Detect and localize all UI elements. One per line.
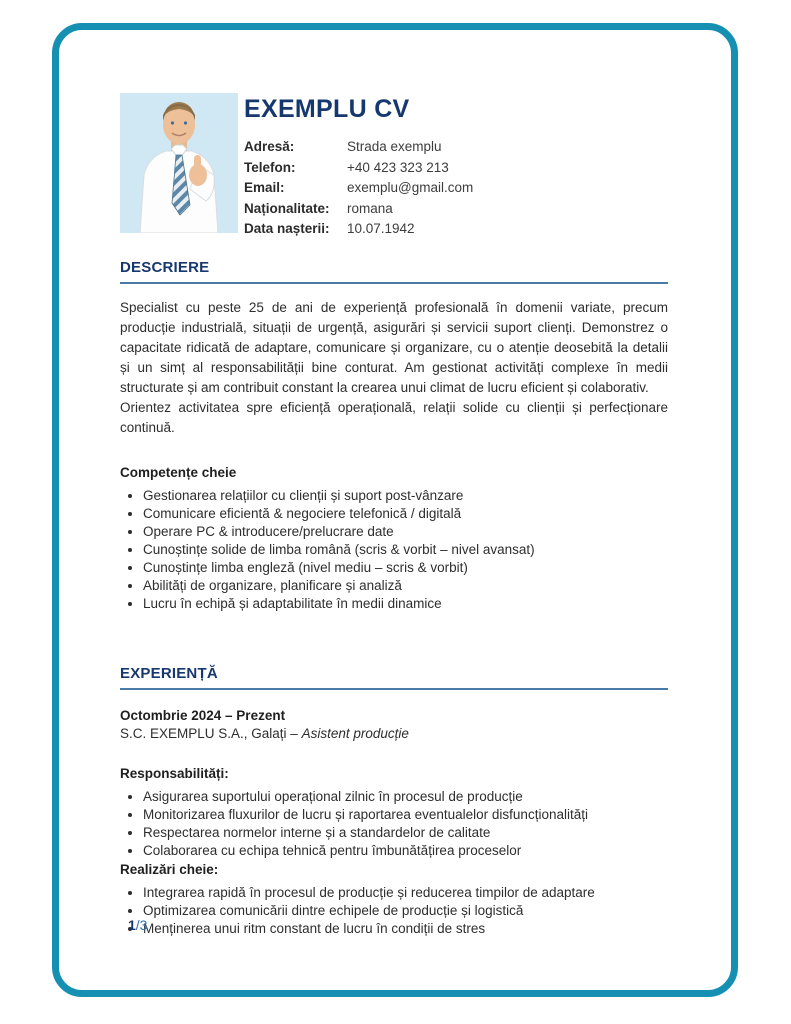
achievement-item: • Menținerea unui ritm constant de lucru în condiții de stres <box>143 920 668 938</box>
contact-details <box>244 137 473 240</box>
achievements-heading: Realizări cheie: <box>120 861 219 877</box>
page-number-current: 1 <box>128 917 136 933</box>
achievement-item: • Optimizarea comunicării dintre echipele de producție și logistică <box>143 902 668 920</box>
responsibility-item: • Colaborarea cu echipa tehnică pentru îmbunătățirea proceselor <box>143 842 668 860</box>
contact-value-phone: +40 423 323 213 <box>347 159 449 175</box>
skill-item: • Lucru în echipă și adaptabilitate în medii dinamice <box>143 595 668 613</box>
skill-item: • Abilități de organizare, planificare și analiză <box>143 577 668 595</box>
contact-label-nationality: Naționalitate: <box>244 200 330 216</box>
contact-label-email: Email: <box>244 180 285 195</box>
job-company: S.C. EXEMPLU S.A., Galați – <box>120 725 302 741</box>
cv-content <box>59 30 731 938</box>
skill-item: • Comunicare eficientă & negociere telefonică / digitală <box>143 505 668 523</box>
header-right <box>244 93 473 240</box>
description-paragraphs <box>120 298 668 438</box>
description-heading: DESCRIERE <box>120 259 668 284</box>
responsibility-item: • Respectarea normelor interne și a standardelor de calitate <box>143 824 668 842</box>
contact-value-birthdate: 10.07.1942 <box>347 221 415 236</box>
skill-item: • Operare PC & introducere/prelucrare date <box>143 523 668 541</box>
section-description <box>120 259 668 613</box>
job-role: Asistent producție <box>301 725 409 741</box>
job-period: Octombrie 2024 – Prezent <box>120 707 286 723</box>
responsibilities-heading: Responsabilități: <box>120 765 229 781</box>
profile-photo <box>120 93 238 233</box>
page-number <box>128 917 147 933</box>
experience-heading: EXPERIENȚĂ <box>120 665 668 690</box>
section-experience <box>120 665 668 938</box>
skill-item: • Cunoștințe limba engleză (nivel mediu – scris & vorbit) <box>143 559 668 577</box>
achievement-item: • Integrarea rapidă în procesul de producție și reducerea timpilor de adaptare <box>143 884 668 902</box>
page-number-total: /3 <box>135 917 148 933</box>
profile-photo-illustration <box>120 93 238 233</box>
contact-label-phone: Telefon: <box>244 159 296 175</box>
job-company-line <box>120 725 668 743</box>
description-paragraph-2: Orientez activitatea spre eficiență operațională, relații solide cu clienții și perfecționare continuă. <box>120 399 668 435</box>
cv-frame <box>52 23 738 997</box>
skills-heading: Competențe cheie <box>120 464 237 480</box>
cv-header <box>120 93 668 240</box>
responsibilities-list <box>120 788 668 860</box>
contact-value-nationality: romana <box>347 200 393 216</box>
contact-label-address: Adresă: <box>244 139 295 154</box>
contact-label-birthdate: Data nașterii: <box>244 221 330 236</box>
achievements-list <box>120 884 668 938</box>
contact-value-address: Strada exemplu <box>347 139 442 154</box>
contact-value-email: exemplu@gmail.com <box>347 180 474 195</box>
skill-item: • Cunoștințe solide de limba română (scris & vorbit – nivel avansat) <box>143 541 668 559</box>
skill-item: • Gestionarea relațiilor cu clienții și suport post-vânzare <box>143 487 668 505</box>
responsibility-item: • Monitorizarea fluxurilor de lucru și raportarea eventualelor disfuncționalități <box>143 806 668 824</box>
skills-list <box>120 487 668 613</box>
responsibility-item: • Asigurarea suportului operațional zilnic în procesul de producție <box>143 788 668 806</box>
description-paragraph-1: Specialist cu peste 25 de ani de experiență profesională în domenii variate, precum producție industrială, situații de urgență, asigurări și servicii suport clienți. Demonstrez o capacitate ridicată de adaptare, comunicare și organizare, cu o atenție deosebită la detalii și un simț al responsabilității bine conturat. Am gestionat activități complexe în medii structurate și am contribuit constant la crearea unui climat de lucru eficient și colaborativ. <box>120 299 668 395</box>
page-title: EXEMPLU CV <box>244 95 410 123</box>
